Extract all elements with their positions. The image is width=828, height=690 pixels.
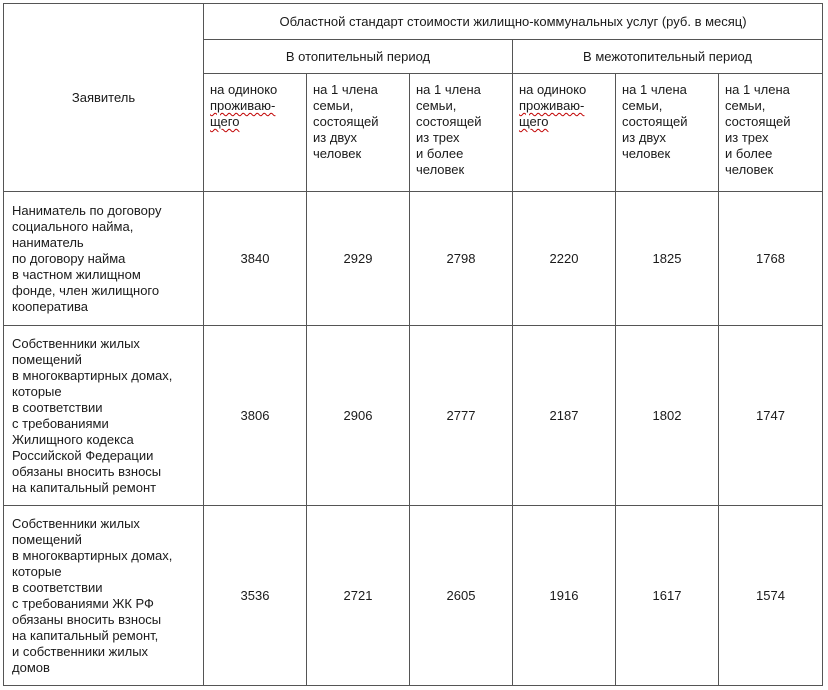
value-cell: 2798: [410, 192, 513, 326]
row-label: Собственники жилых помещений в многоквартирных домах, которые в соответствии с требованиями ЖК РФ обязаны вносить взносы на капитальный ремонт, и собственники жилых домов: [4, 506, 204, 686]
housing-cost-standard-table: [3, 3, 823, 686]
value-cell: 3806: [204, 326, 307, 506]
value-cell: 1825: [616, 192, 719, 326]
table-row: [4, 192, 823, 326]
value-cell: 2220: [513, 192, 616, 326]
row-label: Собственники жилых помещений в многоквартирных домах, которые в соответствии с требованиями Жилищного кодекса Российской Федерации обязаны вносить взносы на капитальный ремонт: [4, 326, 204, 506]
value-cell: 2906: [307, 326, 410, 506]
subheader-single-heating: на одиноко проживаю- щего: [204, 74, 307, 192]
table-row: [4, 506, 823, 686]
subheader-two-heating: на 1 члена семьи, состоящей из двух человек: [307, 74, 410, 192]
row-label: Наниматель по договору социального найма, наниматель по договору найма в частном жилищном фонде, член жилищного кооператива: [4, 192, 204, 326]
value-cell: 3840: [204, 192, 307, 326]
value-cell: 2777: [410, 326, 513, 506]
standard-title-header: Областной стандарт стоимости жилищно-коммунальных услуг (руб. в месяц): [204, 4, 823, 40]
non-heating-period-header: В межотопительный период: [513, 40, 823, 74]
value-cell: 2187: [513, 326, 616, 506]
value-cell: 2605: [410, 506, 513, 686]
subheader-single-non-heating: на одиноко проживаю- щего: [513, 74, 616, 192]
value-cell: 3536: [204, 506, 307, 686]
heating-period-header: В отопительный период: [204, 40, 513, 74]
value-cell: 1574: [719, 506, 823, 686]
value-cell: 1916: [513, 506, 616, 686]
value-cell: 1802: [616, 326, 719, 506]
applicant-header: Заявитель: [4, 4, 204, 192]
value-cell: 2721: [307, 506, 410, 686]
value-cell: 1768: [719, 192, 823, 326]
subheader-two-non-heating: на 1 члена семьи, состоящей из двух человек: [616, 74, 719, 192]
subheader-three-non-heating: на 1 члена семьи, состоящей из трех и более человек: [719, 74, 823, 192]
value-cell: 2929: [307, 192, 410, 326]
table-row: [4, 326, 823, 506]
subheader-three-heating: на 1 члена семьи, состоящей из трех и более человек: [410, 74, 513, 192]
value-cell: 1747: [719, 326, 823, 506]
value-cell: 1617: [616, 506, 719, 686]
